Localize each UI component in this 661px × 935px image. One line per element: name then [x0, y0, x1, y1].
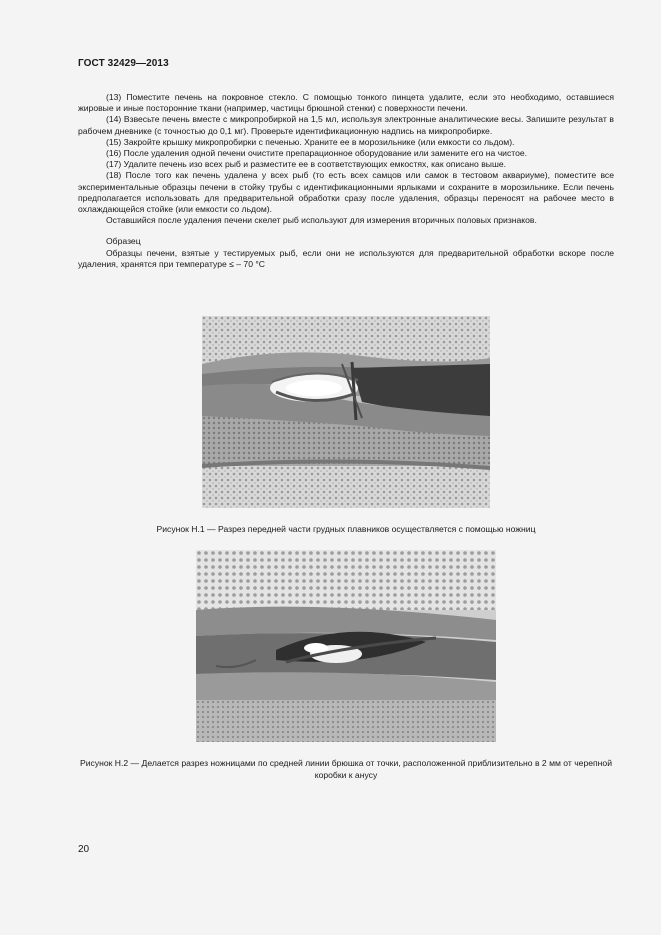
fish-abdomen-cut-illustration [196, 550, 496, 742]
figure-h1-caption: Рисунок Н.1 — Разрез передней части грудных плавников осуществляется с помощью ножниц [156, 524, 536, 534]
figure-h2-photo [196, 550, 496, 742]
paragraph-17: (17) Удалите печень изо всех рыб и разместите ее в соответствующих емкостях, как описано выше. [106, 159, 507, 170]
paragraph-13: (13) Поместите печень на покровное стекло. С помощью тонкого пинцета удалите, если это необходимо, оставшиеся жировые и иные посторонние ткани (например, частицы брюшной стенки) с поверхности печени. [78, 92, 614, 114]
paragraph-skeleton: Оставшийся после удаления печени скелет рыб используют для измерения вторичных половых признаков. [106, 215, 537, 226]
figure-h2-caption: Рисунок Н.2 — Делается разрез ножницами по средней линии брюшка от точки, расположенной приблизительно в 2 мм от черепной коробки к анусу [80, 758, 612, 780]
sample-text: Образцы печени, взятые у тестируемых рыб, если они не используются для предварительной обработки вскоре после удаления, хранятся при температуре ≤ – 70 °С [78, 247, 614, 269]
body-text [78, 92, 614, 270]
paragraph-14: (14) Взвесьте печень вместе с микропробиркой на 1,5 мл, используя электронные аналитические весы. Запишите результат в рабочем дневнике (с точностью до 0,1 мг). Проверьте идентификационную надпись на микропробирке. [78, 114, 614, 136]
figure-h1-photo [202, 316, 490, 508]
document-header: ГОСТ 32429—2013 [78, 58, 169, 69]
fish-pectoral-cut-illustration [202, 316, 490, 508]
page-number: 20 [78, 844, 90, 855]
paragraph-15: (15) Закройте крышку микропробирки с печенью. Храните ее в морозильнике (или емкости со льдом). [106, 136, 515, 147]
paragraph-16: (16) После удаления одной печени очистите препарационное оборудование или замените его на чистое. [106, 148, 528, 159]
paragraph-18: (18) После того как печень удалена у всех рыб (то есть всех самцов или самок в тестовом аквариуме), поместите все экспериментальные образцы печени в стойку трубы с идентификационными ярлыками и сохраните в морозильнике. Если печень предполагается использовать для предварительной обработки сразу после удаления, образцы переносят на рабочее место в охлаждающейся стойке (или емкости со льдом). [78, 170, 614, 215]
sample-heading: Образец [106, 236, 141, 247]
